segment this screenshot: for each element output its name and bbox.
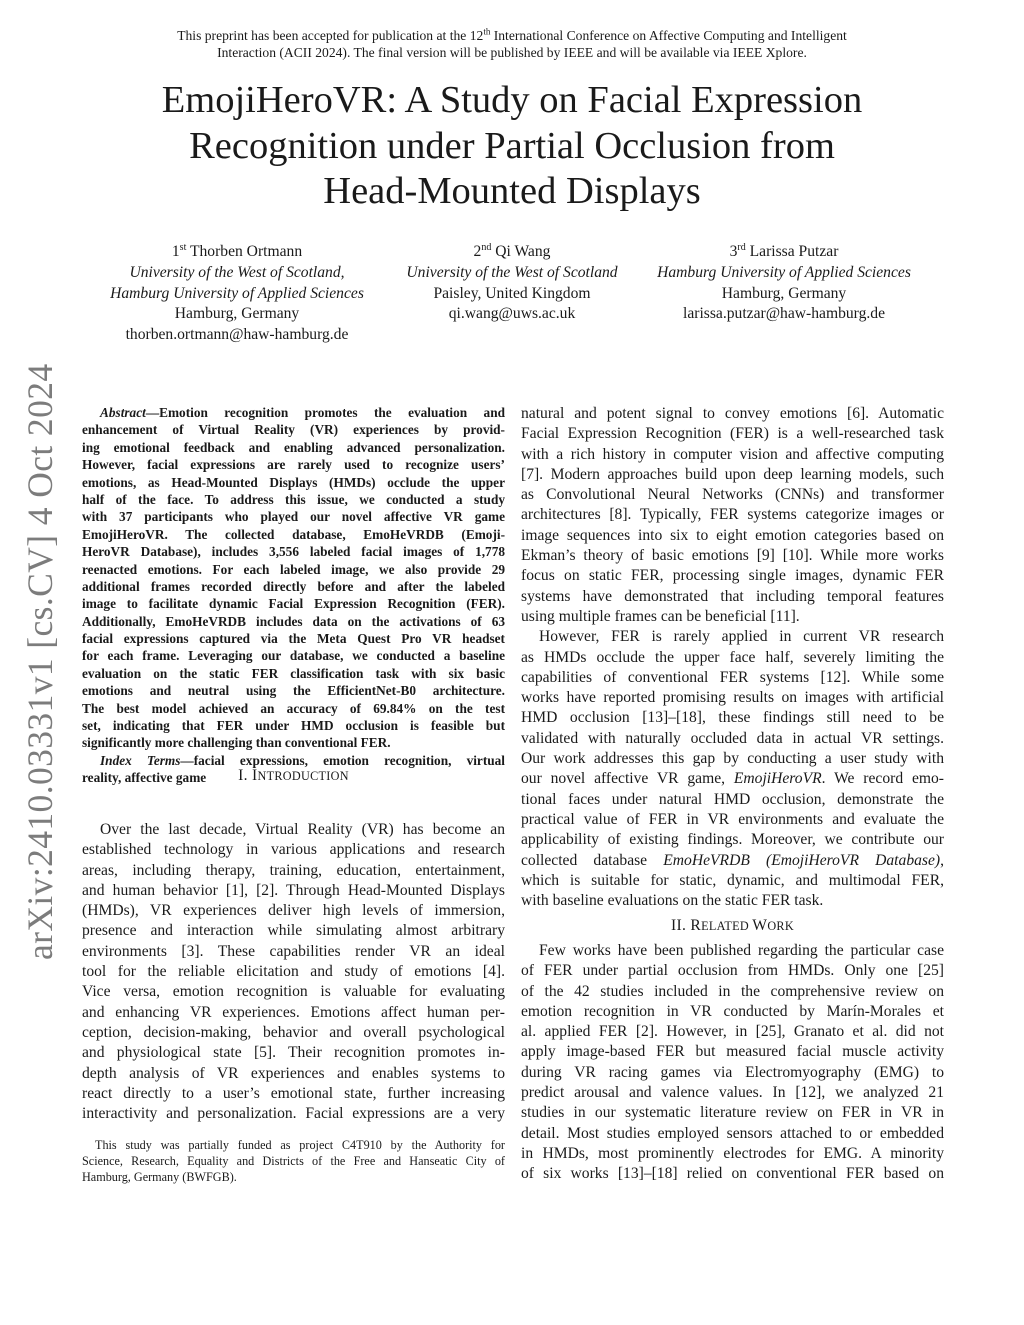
text-line: emotion recognition in VR conducted by Marín-Morales et [521, 1002, 944, 1020]
paper-title [90, 78, 934, 215]
text-line: architectures [8]. Typically, FER systems categorize images or [521, 506, 944, 524]
text-line: predict arousal and valence values. In [12], we analyzed 21 [521, 1084, 944, 1102]
text-line: presence and interaction while simulating almost arbitrary [82, 922, 505, 940]
text-line: interactivity and personalization. Facial expressions are a very [82, 1105, 505, 1123]
author-name: 3rd Larissa Putzar [729, 241, 839, 260]
text-line: practical value of FER in VR environments and evaluate the [521, 810, 944, 828]
author-block-2 [382, 242, 642, 325]
text-line: focus on static FER, processing single images, dynamic FER [521, 567, 944, 585]
text-line: collected database EmoHeVRDB (EmojiHeroVR Database), [521, 851, 944, 869]
text-line: areas, including therapy, training, education, entertainment, [82, 861, 505, 879]
abstract-line: emotions, as Head-Mounted Displays (HMDs) occlude the upper [82, 474, 505, 490]
section-heading-introduction: I. INTRODUCTION [238, 767, 349, 784]
abstract-line: reenacted emotions. For each labeled image, we also provide 29 [82, 561, 505, 577]
abstract-line: enhancement of Virtual Reality (VR) experiences by provid- [82, 422, 505, 438]
author-email[interactable]: qi.wang@uws.ac.uk [448, 305, 576, 323]
notice-line-1: This preprint has been accepted for publication at the 12th International Conference on Affective Computing and Intelligent [177, 26, 847, 43]
abstract-line: additional frames recorded directly before and after the labeled [82, 578, 505, 594]
text-line: of the 42 studies included in the comprehensive review on [521, 982, 944, 1000]
text-line: as HMDs occlude the upper face half, severely limiting the [521, 648, 944, 666]
author-location: Hamburg, Germany [174, 305, 300, 323]
text-line: applicability of existing findings. Moreover, we contribute our [521, 831, 944, 849]
abstract-label: Abstract [100, 405, 146, 420]
notice-line-2: Interaction (ACII 2024). The final version will be published by IEEE and will be available via IEEE Xplore. [217, 45, 807, 60]
author-affiliation: Hamburg University of Applied Sciences [110, 284, 364, 302]
abstract-line: HeroVR Database), includes 3,556 labeled facial images of 1,778 [82, 544, 505, 560]
text-line: detail. Most studies employed sensors attached to or embedded [521, 1124, 944, 1142]
abstract-line: half of the face. To address this issue, we conducted a study [82, 491, 505, 507]
abstract-line: set, indicating that FER under HMD occlusion is feasible but [82, 718, 505, 734]
text-line: established technology in various applications and research [82, 841, 505, 859]
author-name: 1st Thorben Ortmann [171, 241, 303, 260]
text-line: with baseline evaluations on the static FER task. [521, 892, 824, 910]
text-line: apply image-based FER but measured facial muscle activity [521, 1043, 944, 1061]
text-line: during VR racing games via Electromyography (EMG) to [521, 1063, 944, 1081]
author-affiliation: University of the West of Scotland, [129, 263, 345, 281]
text-line: ception, decision-making, behavior and overall psychological [82, 1023, 505, 1041]
text-line: react directly to a user’s emotional state, further increasing [82, 1084, 505, 1102]
text-line: tional faces under natural HMD occlusion, demonstrate the [521, 790, 944, 808]
text-line: Facial Expression Recognition (FER) is a well-researched task [521, 425, 944, 443]
footnote-line: This study was partially funded as project C4T910 by the Authority for [95, 1138, 505, 1152]
author-affiliation: University of the West of Scotland [406, 263, 618, 281]
text-line: and enhancing VR experiences. Emotions affect human per- [82, 1003, 505, 1021]
text-line: natural and potent signal to convey emotions [6]. Automatic [521, 405, 944, 422]
text-line: HMD occlusion [13]–[18], these findings still need to be [521, 709, 944, 727]
text-line: using multiple frames can be beneficial [11]. [521, 607, 800, 625]
arxiv-stamp: arXiv:2410.03331v1 [cs.CV] 4 Oct 2024 [20, 363, 60, 960]
abstract-line: The best model achieved an accuracy of 69.84% on the test [82, 700, 505, 716]
text-line: capabilities of conventional FER systems [12]. While some [521, 668, 944, 686]
publication-notice [110, 27, 914, 61]
author-email[interactable]: thorben.ortmann@haw-hamburg.de [125, 326, 349, 344]
abstract-line: with 37 participants who played our novel affective VR game [82, 509, 505, 525]
database-name: EmoHeVRDB (EmojiHeroVR Database) [663, 851, 941, 869]
introduction-paragraph [82, 820, 505, 1124]
text-line: works have reported promising results on images with artificial [521, 689, 944, 707]
abstract-line: However, facial expressions are rarely used to recognize users’ [82, 457, 505, 473]
title-line: Head-Mounted Displays [323, 170, 701, 212]
text-line: our novel affective VR game, EmojiHeroVR. We record emo- [521, 770, 944, 788]
text-line: and human behavior [1], [2]. Through Head-Mounted Displays [82, 881, 505, 899]
author-block-3 [634, 242, 934, 325]
text-line: Our work addresses this gap by conducting a user study with [521, 750, 944, 768]
author-location: Paisley, United Kingdom [433, 284, 591, 302]
abstract-line: Abstract—Emotion recognition promotes the evaluation and [100, 405, 505, 420]
text-line: (HMDs), VR experiences deliver high levels of immersion, [82, 902, 505, 920]
abstract-line: ing emotional feedback and enabling advanced personalization. [82, 439, 505, 455]
text-line: studies in our systematic literature review on FER in VR in [521, 1104, 944, 1122]
index-terms-line: Index Terms—facial expressions, emotion recognition, virtual [100, 752, 505, 768]
text-line: validated with naturally occluded data in actual VR settings. [521, 729, 944, 747]
title-line: Recognition under Partial Occlusion from [189, 124, 835, 167]
abstract-line: significantly more challenging than conventional FER. [82, 735, 391, 751]
text-line: image sequences into six to eight emotion categories based on [521, 526, 944, 544]
text-line: as Convolutional Neural Networks (CNNs) and transformer [521, 486, 944, 504]
text-line: of FER under partial occlusion from HMDs. Only one [25] [521, 962, 944, 980]
text-line: Few works have been published regarding the particular case [539, 942, 944, 959]
funding-footnote [82, 1138, 505, 1186]
abstract-line: facial expressions captured via the Meta Quest Pro VR headset [82, 631, 505, 647]
abstract [82, 404, 505, 787]
abstract-line: evaluation on the static FER classification task with six basic [82, 665, 505, 681]
abstract-line: EmojiHeroVR. The collected database, EmoHeVRDB (Emoji- [82, 526, 505, 542]
author-email[interactable]: larissa.putzar@haw-hamburg.de [683, 305, 885, 323]
game-name: EmojiHeroVR [733, 770, 822, 788]
author-affiliation: Hamburg University of Applied Sciences [657, 263, 911, 281]
index-terms-label: Index Terms [100, 752, 181, 768]
text-line: of six works [13]–[18] relied on conventional FER based on [521, 1165, 944, 1183]
text-line: However, FER is rarely applied in current VR research [539, 628, 944, 646]
text-line: Ekman’s theory of basic emotions [9] [10]. While more works [521, 547, 944, 565]
index-terms-line: reality, affective game [82, 770, 207, 786]
right-column [521, 404, 944, 911]
abstract-line: emotions and neutral using the EfficientNet-B0 architecture. [82, 683, 505, 699]
text-line: in HMDs, most prominently electrodes for EMG. A minority [521, 1144, 944, 1162]
abstract-line: for each frame. Leveraging our database, we conducted a baseline [82, 648, 505, 664]
text-line: which is suitable for static, dynamic, and multimodal FER, [521, 871, 944, 889]
abstract-line: image to facilitate dynamic Facial Expression Recognition (FER). [82, 596, 505, 612]
text-line: systems have demonstrated that including temporal features [521, 587, 944, 605]
text-line: depth analysis of VR experiences and enables systems to [82, 1064, 505, 1082]
footnote-line: Hamburg, Germany (BWFGB). [82, 1169, 237, 1184]
text-line: [7]. Modern approaches build upon deep learning models, such [521, 465, 944, 483]
text-line: and physiological state [5]. Their recognition promotes in- [82, 1044, 505, 1062]
text-line: al. applied FER [2]. However, in [25], Granato et al. did not [521, 1023, 944, 1041]
abstract-line: Additionally, EmoHeVRDB includes data on the activations of 63 [82, 613, 505, 629]
text-line: Over the last decade, Virtual Reality (VR) has become an [100, 821, 505, 838]
text-line: with a rich history in computer vision and affective computing [521, 445, 944, 463]
footnote-line: Science, Research, Equality and Districts of the Free and Hanseatic City of [82, 1153, 505, 1168]
author-location: Hamburg, Germany [721, 284, 847, 302]
section-heading-related-work: II. RELATED WORK [671, 917, 794, 934]
text-line: environments [3]. These capabilities render VR an ideal [82, 942, 505, 960]
text-line: tool for the reliable elicitation and study of emotions [4]. [82, 963, 505, 981]
author-name: 2nd Qi Wang [473, 241, 551, 260]
text-line: Vice versa, emotion recognition is valuable for evaluating [82, 983, 505, 1001]
author-block-1 [82, 242, 392, 346]
related-work-paragraph [521, 941, 944, 1185]
title-line: EmojiHeroVR: A Study on Facial Expression [161, 79, 863, 121]
